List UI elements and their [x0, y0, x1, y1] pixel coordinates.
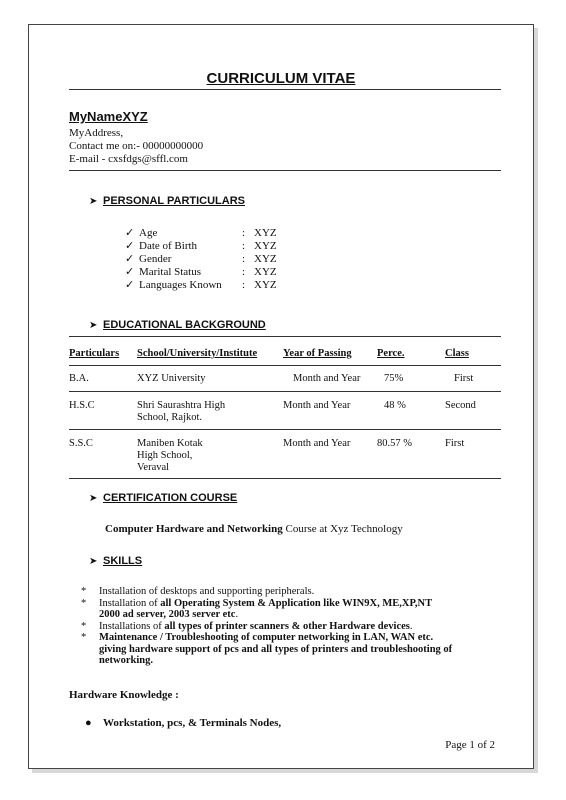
table-rule	[69, 365, 501, 366]
skill-text: Installations of	[99, 620, 165, 632]
school-cell	[137, 438, 203, 474]
skill-line	[81, 632, 452, 644]
class-cell: Second	[445, 400, 476, 411]
table-rule	[69, 391, 501, 392]
colon: :	[242, 227, 246, 239]
school-cell	[137, 373, 206, 385]
title-divider	[69, 89, 501, 90]
personal-row	[125, 252, 277, 265]
class-cell: First	[445, 438, 465, 449]
colon: :	[242, 279, 246, 291]
asterisk-bullet-icon: *	[81, 586, 87, 597]
particulars-cell: S.S.C	[69, 438, 93, 449]
colon: :	[242, 253, 246, 265]
arrow-bullet-icon: ➤	[89, 556, 98, 567]
table-header: Class	[445, 348, 469, 359]
check-icon: ✓	[125, 266, 135, 278]
personal-key: Date of Birth	[139, 240, 198, 252]
percentage-cell: 48 %	[384, 400, 406, 411]
contact-line: Contact me on:- 00000000000	[69, 140, 204, 152]
percentage-cell: 75%	[384, 373, 404, 384]
skill-text: Installation of	[99, 597, 161, 609]
skill-item	[81, 586, 314, 598]
percentage-cell: 80.57 %	[377, 438, 412, 449]
personal-value: XYZ	[254, 266, 277, 278]
skill-item	[81, 598, 432, 621]
asterisk-bullet-icon: *	[81, 632, 87, 643]
check-icon: ✓	[125, 240, 135, 252]
school-line: XYZ University	[137, 373, 206, 384]
skill-item	[81, 632, 452, 667]
arrow-bullet-icon: ➤	[89, 196, 98, 207]
asterisk-bullet-icon: *	[81, 597, 87, 609]
education-heading: ➤ EDUCATIONAL BACKGROUND	[89, 319, 266, 331]
personal-value: XYZ	[254, 253, 277, 265]
personal-value: XYZ	[254, 279, 277, 291]
colon: :	[242, 266, 246, 278]
skill-line: networking.	[99, 655, 153, 666]
skill-text: .	[235, 609, 239, 620]
particulars-cell: H.S.C	[69, 400, 95, 411]
colon: :	[242, 240, 246, 252]
table-header: Perce.	[377, 348, 405, 359]
class-cell: First	[454, 373, 474, 384]
personal-key: Languages Known	[139, 279, 222, 291]
school-line: Shri Saurashtra High	[137, 400, 226, 411]
personal-key: Gender	[139, 253, 172, 265]
email-line: E-mail - cxsfdgs@sffl.com	[69, 153, 188, 165]
personal-key: Marital Status	[139, 266, 202, 278]
table-header: Year of Passing	[283, 348, 352, 359]
skill-line	[81, 598, 432, 610]
skill-text: Installation of desktops and supporting peripherals.	[99, 586, 315, 597]
skill-item	[81, 621, 413, 633]
personal-value: XYZ	[254, 240, 277, 252]
check-icon: ✓	[125, 253, 135, 265]
arrow-bullet-icon: ➤	[89, 320, 98, 331]
check-icon: ✓	[125, 227, 135, 239]
check-icon: ✓	[125, 279, 135, 291]
skill-text: all Operating System & Application like WIN9X, ME,XP,NT	[160, 597, 433, 609]
year-cell: Month and Year	[283, 438, 351, 449]
document-title: CURRICULUM VITAE	[206, 70, 356, 87]
skill-text: Maintenance / Troubleshooting of computer networking in LAN, WAN etc.	[99, 632, 434, 643]
applicant-name: MyNameXYZ	[69, 109, 148, 124]
school-line: Maniben Kotak	[137, 438, 203, 449]
year-cell: Month and Year	[293, 373, 361, 384]
personal-row	[125, 265, 277, 278]
school-line: Veraval	[137, 462, 170, 473]
asterisk-bullet-icon: *	[81, 620, 87, 632]
address-line: MyAddress,	[69, 127, 124, 139]
bullet-icon: ●	[85, 717, 92, 729]
skill-line	[81, 609, 432, 621]
personal-row	[125, 226, 277, 239]
school-line: High School,	[137, 450, 193, 461]
certification-heading: ➤ CERTIFICATION COURSE	[89, 492, 238, 504]
certification-text: Computer Hardware and Networking Course at Xyz Technology	[105, 523, 403, 535]
school-line: School, Rajkot.	[137, 412, 203, 423]
table-rule	[69, 478, 501, 479]
personal-row	[125, 239, 277, 252]
table-header: School/University/Institute	[137, 348, 258, 359]
skill-line: giving hardware support of pcs and all types of printers and troubleshooting of	[99, 643, 453, 655]
personal-row	[125, 278, 277, 291]
skill-text: .	[409, 620, 413, 632]
header-divider	[69, 170, 501, 171]
hardware-heading: Hardware Knowledge :	[69, 689, 179, 701]
skill-text: 2000 ad server, 2003 server etc	[99, 609, 236, 620]
skill-line	[81, 586, 314, 598]
year-cell: Month and Year	[283, 400, 351, 411]
personal-value: XYZ	[254, 227, 277, 239]
hardware-item: ● Workstation, pcs, & Terminals Nodes,	[85, 717, 282, 729]
personal-key: Age	[139, 227, 158, 239]
page-number: Page 1 of 2	[445, 739, 495, 751]
personal-heading: ➤ PERSONAL PARTICULARS	[89, 195, 245, 207]
arrow-bullet-icon: ➤	[89, 493, 98, 504]
skill-text: all types of printer scanners & other Hardware devices	[164, 620, 410, 632]
particulars-cell: B.A.	[69, 373, 89, 384]
skills-heading: ➤ SKILLS	[89, 555, 143, 567]
table-rule	[69, 429, 501, 430]
table-header: Particulars	[69, 348, 120, 359]
skill-line	[81, 621, 413, 633]
resume-page	[28, 24, 534, 769]
school-cell	[137, 400, 225, 424]
table-top-rule	[69, 336, 501, 337]
